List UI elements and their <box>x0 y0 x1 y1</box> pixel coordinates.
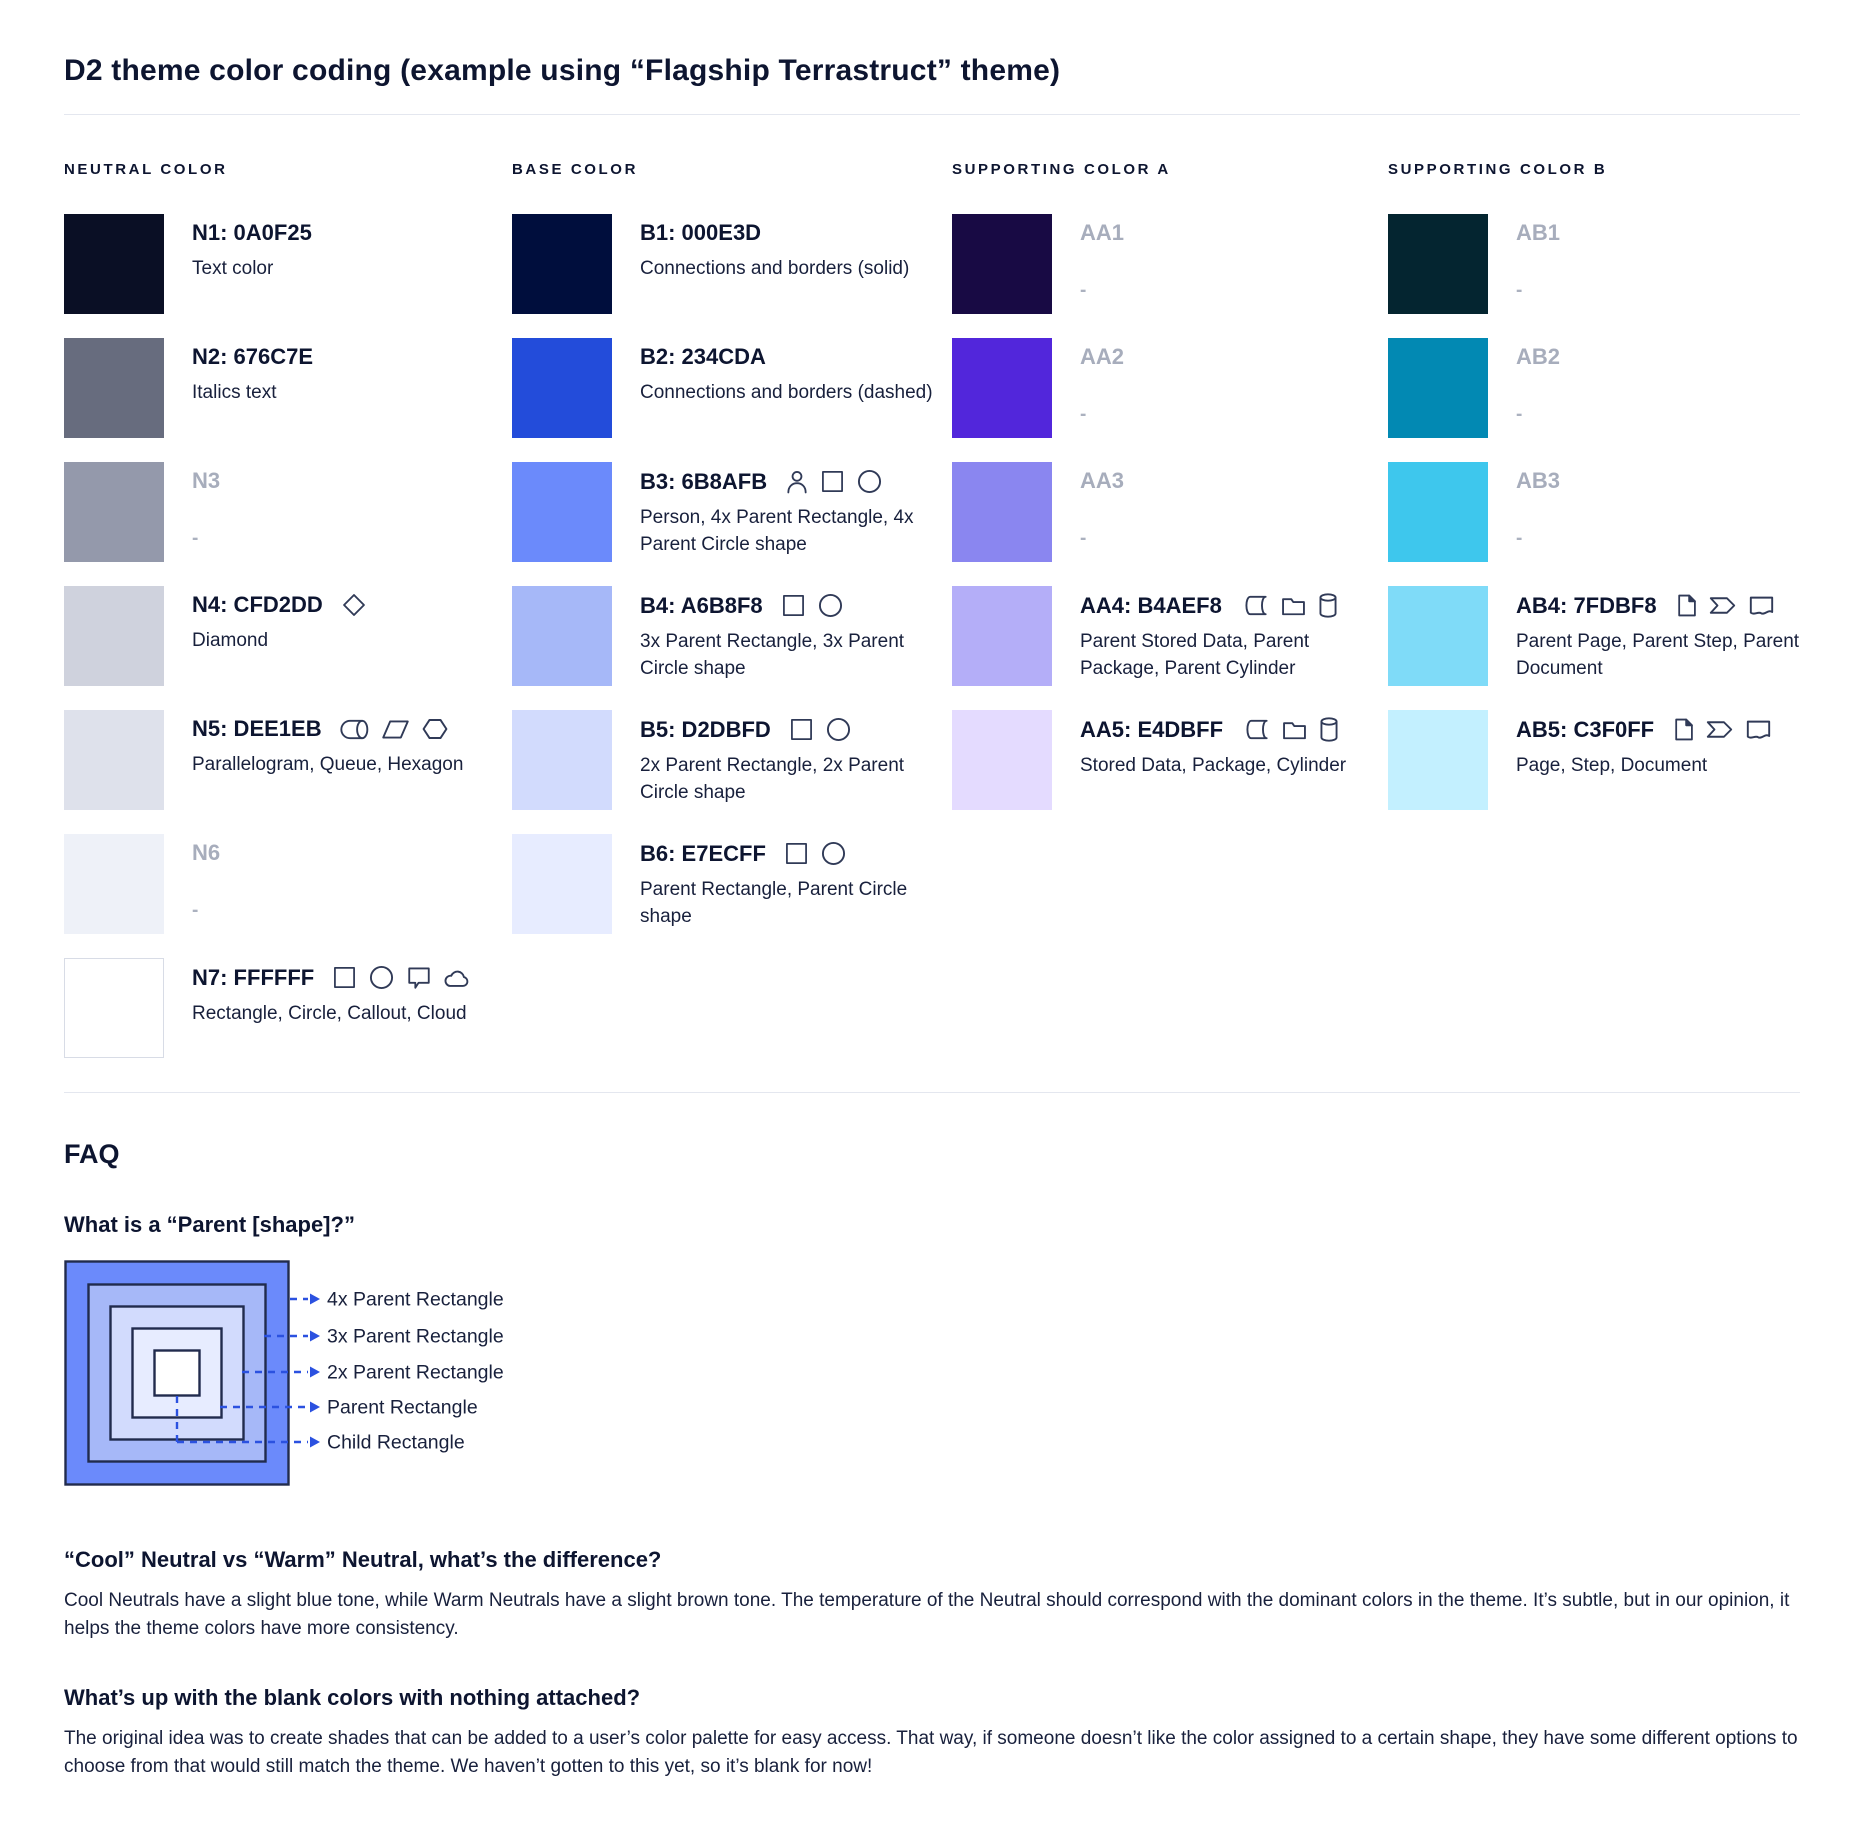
palette-column-2 <box>512 161 952 1058</box>
palette-column-4 <box>1388 161 1800 1058</box>
color-description: - <box>1516 404 1523 425</box>
color-row <box>952 586 1388 686</box>
arrowhead-icon <box>310 1331 320 1342</box>
color-name: AB4: 7FDBF8 <box>1516 592 1657 618</box>
color-name-line <box>640 592 940 619</box>
color-swatch <box>64 214 164 314</box>
shape-icons <box>784 840 847 867</box>
color-info <box>640 338 933 407</box>
color-description: 3x Parent Rectangle, 3x Parent Circle shape <box>640 631 905 679</box>
stored-data-icon <box>1240 594 1269 617</box>
color-info <box>640 462 940 559</box>
shape-icons <box>340 717 449 741</box>
color-description: Rectangle, Circle, Callout, Cloud <box>192 1003 467 1024</box>
color-swatch <box>512 586 612 686</box>
package-icon <box>1280 595 1307 617</box>
color-name-line <box>192 964 470 991</box>
cylinder-icon <box>1318 592 1338 619</box>
faq-question-parent-shape: What is a “Parent [shape]?” <box>64 1212 355 1237</box>
color-name: AA2 <box>1080 344 1125 369</box>
callout-icon <box>406 965 432 991</box>
color-info <box>192 586 367 655</box>
color-info <box>192 214 312 283</box>
color-rows <box>952 214 1388 810</box>
color-description: Connections and borders (dashed) <box>640 382 933 403</box>
shape-icons <box>1672 716 1772 743</box>
shape-icons <box>332 964 471 991</box>
shape-icons <box>1240 592 1338 619</box>
queue-icon <box>340 718 370 741</box>
color-swatch <box>1388 586 1488 686</box>
color-name-line <box>1516 468 1560 494</box>
color-name: N2: 676C7E <box>192 344 314 369</box>
color-info <box>1516 586 1800 683</box>
color-name: B1: 000E3D <box>640 220 762 245</box>
color-swatch <box>64 834 164 934</box>
arrowhead-icon <box>310 1437 320 1448</box>
diagram-label: Parent Rectangle <box>327 1396 478 1419</box>
color-row <box>1388 462 1800 562</box>
color-description: Parent Stored Data, Parent Package, Parent Cylinder <box>1080 631 1310 679</box>
color-row <box>64 214 512 314</box>
color-swatch <box>1388 214 1488 314</box>
color-info <box>640 710 940 807</box>
circle-icon <box>856 468 883 495</box>
color-description: - <box>192 900 199 921</box>
color-name: N1: 0A0F25 <box>192 220 312 245</box>
rectangle-icon <box>332 965 357 990</box>
color-swatch <box>952 462 1052 562</box>
color-description: Person, 4x Parent Rectangle, 4x Parent Circle shape <box>640 507 914 555</box>
faq-answer-blank-colors: The original idea was to create shades that can be added to a user’s color palette for easy access. That way, if someone doesn’t like the color assigned to a certain shape, they have some different options to choose from that would still match the theme. We haven’t gotten to this yet, so it’s blank for now! <box>64 1727 1798 1777</box>
color-description: - <box>1080 528 1087 549</box>
color-row <box>1388 214 1800 314</box>
package-icon <box>1281 719 1308 741</box>
document-icon <box>1745 718 1772 741</box>
faq-question-blank-colors: What’s up with the blank colors with nothing attached? <box>64 1684 641 1710</box>
color-name: AA1 <box>1080 220 1125 245</box>
color-info <box>1516 710 1772 780</box>
color-name-line <box>1080 468 1124 494</box>
color-swatch <box>952 338 1052 438</box>
color-name: AB2 <box>1516 344 1561 369</box>
color-swatch <box>1388 710 1488 810</box>
column-header: BASE COLOR <box>512 161 639 178</box>
color-description: - <box>1080 404 1087 425</box>
color-description: - <box>1080 280 1087 301</box>
color-rows <box>512 214 952 934</box>
shape-icons <box>341 592 367 618</box>
color-description: Italics text <box>192 382 277 403</box>
circle-icon <box>368 964 395 991</box>
section-divider <box>64 1092 1800 1093</box>
color-info <box>640 586 940 683</box>
color-name: AA3 <box>1080 468 1125 493</box>
color-row <box>1388 338 1800 438</box>
color-name: N3 <box>192 468 221 493</box>
color-description: - <box>1516 280 1523 301</box>
shape-icons <box>1241 716 1339 743</box>
shape-icons <box>781 592 844 619</box>
color-description: Connections and borders (solid) <box>640 258 910 279</box>
color-swatch <box>64 462 164 562</box>
diamond-icon <box>341 592 367 618</box>
cylinder-icon <box>1319 716 1339 743</box>
circle-icon <box>820 840 847 867</box>
color-name-line <box>192 840 220 866</box>
color-description: Parent Page, Parent Step, Parent Document <box>1516 631 1800 679</box>
color-name-line <box>192 592 367 618</box>
color-row <box>1388 586 1800 686</box>
diagram-label: 4x Parent Rectangle <box>327 1288 504 1311</box>
palette-column-3 <box>952 161 1388 1058</box>
column-header: SUPPORTING COLOR B <box>1388 161 1608 178</box>
color-row <box>512 586 952 686</box>
parent-shape-diagram <box>64 1260 1800 1505</box>
color-info <box>192 338 313 407</box>
title-divider <box>64 114 1800 115</box>
color-row <box>952 214 1388 314</box>
color-info <box>1516 214 1560 305</box>
color-info <box>1516 462 1560 553</box>
color-info <box>1080 214 1124 305</box>
color-description: Text color <box>192 258 274 279</box>
color-name-line <box>1080 220 1124 246</box>
arrowhead-icon <box>310 1402 320 1413</box>
color-name: B5: D2DBFD <box>640 716 771 742</box>
color-name-line <box>1080 592 1368 619</box>
column-header: NEUTRAL COLOR <box>64 161 228 178</box>
color-row <box>952 710 1388 810</box>
color-description: - <box>1516 528 1523 549</box>
rectangle-icon <box>789 717 814 742</box>
color-row <box>952 462 1388 562</box>
color-swatch <box>952 710 1052 810</box>
color-info <box>1080 710 1346 780</box>
shape-icons <box>785 468 883 495</box>
color-name: N6 <box>192 840 221 865</box>
palette-column-1 <box>64 161 512 1058</box>
rectangle-icon <box>820 469 845 494</box>
page-icon <box>1675 592 1697 619</box>
color-swatch <box>952 586 1052 686</box>
color-info <box>192 834 220 925</box>
color-swatch <box>512 462 612 562</box>
color-description: Parallelogram, Queue, Hexagon <box>192 754 464 775</box>
color-name: AB5: C3F0FF <box>1516 716 1655 742</box>
color-name-line <box>1516 592 1800 619</box>
color-row <box>64 710 512 810</box>
faq-question-cool-vs-warm: “Cool” Neutral vs “Warm” Neutral, what’s the difference? <box>64 1547 662 1572</box>
color-name-line <box>192 716 463 742</box>
diagram-label: 3x Parent Rectangle <box>327 1325 504 1348</box>
page-title: D2 theme color coding (example using “Flagship Terrastruct” theme) <box>64 54 1061 87</box>
color-name-line <box>640 716 940 743</box>
step-icon <box>1708 594 1737 617</box>
circle-icon <box>817 592 844 619</box>
color-row <box>64 834 512 934</box>
circle-icon <box>825 716 852 743</box>
color-name-line <box>1516 344 1560 370</box>
color-name-line <box>192 220 312 246</box>
color-name: B3: 6B8AFB <box>640 468 768 494</box>
color-name: AB3 <box>1516 468 1561 493</box>
color-name: AA5: E4DBFF <box>1080 716 1224 742</box>
color-info <box>640 834 940 931</box>
color-row <box>512 338 952 438</box>
color-rows <box>64 214 512 1058</box>
color-row <box>952 338 1388 438</box>
cloud-icon <box>443 966 471 990</box>
color-name-line <box>640 344 933 370</box>
color-row <box>64 462 512 562</box>
shape-icons <box>789 716 852 743</box>
color-swatch <box>64 710 164 810</box>
color-name: N4: CFD2DD <box>192 592 323 617</box>
color-rows <box>1388 214 1800 810</box>
palette <box>64 161 1800 1058</box>
color-info <box>1080 462 1124 553</box>
color-info <box>1080 586 1368 683</box>
column-header: SUPPORTING COLOR A <box>952 161 1171 178</box>
color-name-line <box>640 468 940 495</box>
color-name: N7: FFFFFF <box>192 964 315 990</box>
color-description: Stored Data, Package, Cylinder <box>1080 755 1347 776</box>
color-description: - <box>192 528 199 549</box>
color-name: B4: A6B8F8 <box>640 592 763 618</box>
arrowhead-icon <box>310 1294 320 1305</box>
stored-data-icon <box>1241 718 1270 741</box>
color-name-line <box>1516 220 1560 246</box>
color-row <box>64 338 512 438</box>
color-row <box>512 462 952 562</box>
color-row <box>64 958 512 1058</box>
color-description: Page, Step, Document <box>1516 755 1708 776</box>
diagram-rect-level-5 <box>155 1351 200 1396</box>
color-name-line <box>1516 716 1772 743</box>
color-description: Diamond <box>192 630 269 651</box>
faq-title: FAQ <box>64 1139 120 1169</box>
page-icon <box>1672 716 1694 743</box>
color-row <box>1388 710 1800 810</box>
color-info <box>640 214 909 283</box>
color-swatch <box>64 586 164 686</box>
color-swatch <box>1388 338 1488 438</box>
color-swatch <box>512 338 612 438</box>
parallelogram-icon <box>381 718 410 741</box>
color-name: N5: DEE1EB <box>192 716 322 741</box>
diagram-label: 2x Parent Rectangle <box>327 1361 504 1384</box>
color-name-line <box>192 344 313 370</box>
color-name-line <box>640 220 909 246</box>
color-description: 2x Parent Rectangle, 2x Parent Circle shape <box>640 755 905 803</box>
nested-rectangles-diagram <box>64 1260 624 1500</box>
color-info <box>192 958 470 1028</box>
color-swatch <box>952 214 1052 314</box>
color-name: AB1 <box>1516 220 1561 245</box>
color-name-line <box>640 840 940 867</box>
hexagon-icon <box>421 717 449 741</box>
arrowhead-icon <box>310 1367 320 1378</box>
shape-icons <box>1675 592 1775 619</box>
color-info <box>1080 338 1124 429</box>
color-swatch <box>512 710 612 810</box>
step-icon <box>1705 718 1734 741</box>
color-name-line <box>1080 344 1124 370</box>
color-swatch <box>512 214 612 314</box>
color-row <box>64 586 512 686</box>
color-swatch <box>64 338 164 438</box>
color-info <box>192 710 463 779</box>
person-icon <box>785 469 809 495</box>
color-name: B6: E7ECFF <box>640 840 766 866</box>
rectangle-icon <box>784 841 809 866</box>
color-swatch <box>512 834 612 934</box>
diagram-label: Child Rectangle <box>327 1431 465 1454</box>
color-name-line <box>192 468 220 494</box>
faq-answer-cool-vs-warm: Cool Neutrals have a slight blue tone, while Warm Neutrals have a slight brown tone. The temperature of the Neutral should correspond with the dominant colors in the theme. It’s subtle, but in our opinion, it helps the theme colors have more consistency. <box>64 1590 1790 1639</box>
color-name: B2: 234CDA <box>640 344 766 369</box>
rectangle-icon <box>781 593 806 618</box>
color-info <box>1516 338 1560 429</box>
color-swatch <box>64 958 164 1058</box>
color-swatch <box>1388 462 1488 562</box>
color-row <box>512 710 952 810</box>
color-row <box>512 834 952 934</box>
color-row <box>512 214 952 314</box>
document-icon <box>1748 594 1775 617</box>
color-name: AA4: B4AEF8 <box>1080 592 1222 618</box>
color-name-line <box>1080 716 1346 743</box>
color-description: Parent Rectangle, Parent Circle shape <box>640 879 908 927</box>
color-info <box>192 462 220 553</box>
